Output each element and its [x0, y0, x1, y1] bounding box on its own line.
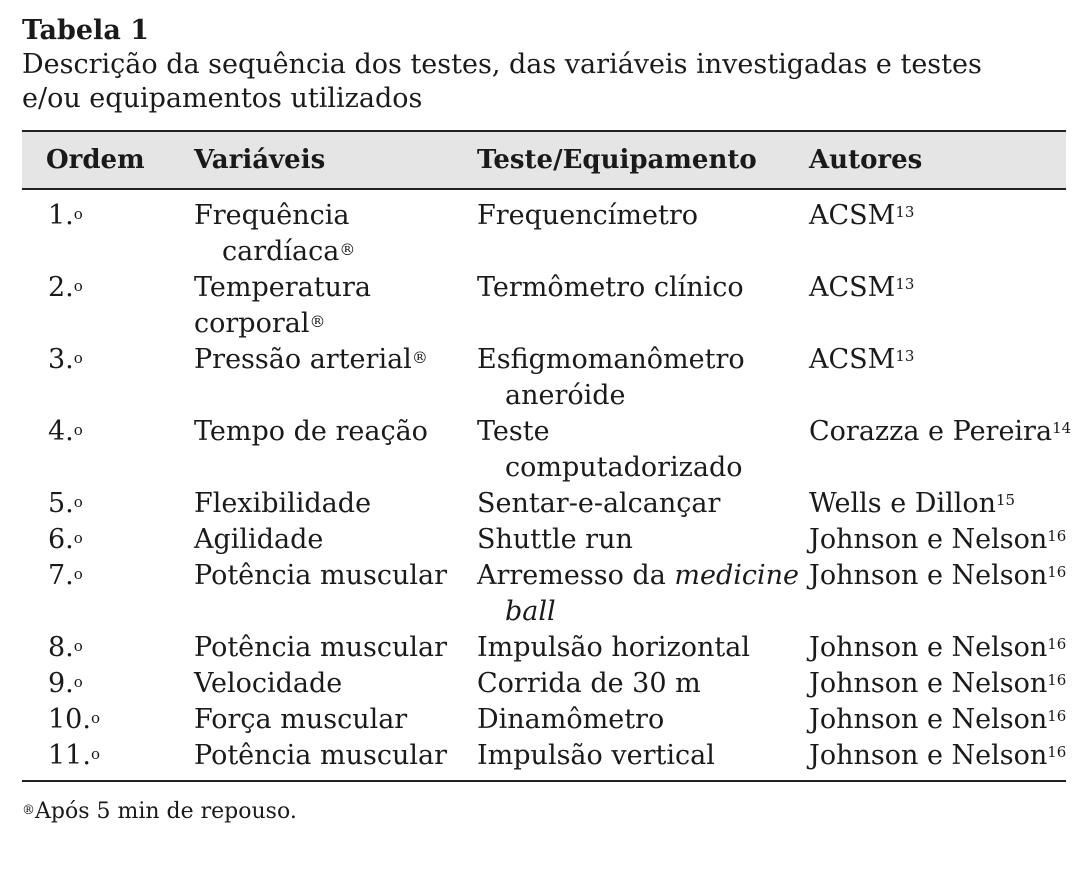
order-cell: [22, 270, 190, 342]
test-cell: Impulsão horizontal: [477, 632, 751, 663]
variable-cell: Força muscular: [194, 704, 408, 735]
author-name: Johnson e Nelson: [809, 524, 1048, 555]
order-cell: [22, 486, 190, 522]
author-reference: 15: [996, 491, 1016, 509]
registered-mark: ®: [309, 312, 326, 331]
author-name: Johnson e Nelson: [809, 704, 1048, 735]
variable-cell: Flexibilidade: [194, 488, 372, 519]
author-name: Corazza e Pereira: [809, 416, 1053, 447]
order-number: 6.: [48, 524, 74, 555]
order-ordinal: o: [73, 637, 83, 655]
table-caption-label: Tabela 1: [22, 15, 149, 46]
author-reference: 13: [895, 347, 915, 365]
test-line-continued: aneróide: [505, 380, 626, 411]
variable-line: Temperatura: [194, 272, 372, 303]
table-row: [22, 630, 1066, 666]
table-row: [22, 270, 1066, 342]
variable-cell: [190, 270, 473, 342]
author-reference: 16: [1047, 707, 1067, 725]
order-ordinal: o: [73, 349, 83, 367]
header-teste-equipamento: Teste/Equipamento: [477, 145, 757, 175]
order-ordinal: o: [73, 565, 83, 583]
order-cell: [22, 414, 190, 486]
test-cell: Sentar-e-alcançar: [477, 488, 721, 519]
test-cell: Dinamômetro: [477, 704, 665, 735]
author-cell: [805, 189, 1066, 270]
variable-cell: [190, 189, 473, 270]
variable-cell: Agilidade: [194, 524, 324, 555]
table-row: [22, 558, 1066, 630]
author-name: Wells e Dillon: [809, 488, 996, 519]
table-row: [22, 522, 1066, 558]
test-cell: [473, 558, 805, 630]
data-table: [22, 130, 1072, 782]
order-cell: [22, 558, 190, 630]
author-cell: [805, 702, 1066, 738]
test-cell: Termômetro clínico: [477, 272, 744, 303]
order-cell: [22, 738, 190, 781]
table-row: [22, 486, 1066, 522]
author-name: Johnson e Nelson: [809, 740, 1048, 771]
author-cell: [805, 738, 1066, 781]
test-line: Esfigmomanômetro: [477, 344, 745, 375]
author-reference: 16: [1047, 671, 1067, 689]
variable-cell: Velocidade: [194, 668, 343, 699]
author-name: ACSM: [809, 344, 896, 375]
order-number: 3.: [48, 344, 74, 375]
order-cell: [22, 666, 190, 702]
order-ordinal: o: [90, 745, 100, 763]
header-variaveis: Variáveis: [194, 145, 326, 175]
author-name: ACSM: [809, 200, 896, 231]
header-row: [22, 131, 1066, 189]
author-cell: [805, 270, 1066, 342]
author-name: Johnson e Nelson: [809, 560, 1048, 591]
order-number: 9.: [48, 668, 74, 699]
order-ordinal: o: [73, 529, 83, 547]
variable-line-continued: cardíaca: [222, 236, 340, 267]
order-cell: [22, 342, 190, 414]
order-number: 2.: [48, 272, 74, 303]
author-reference: 14: [1052, 419, 1072, 437]
order-cell: [22, 702, 190, 738]
order-cell: [22, 189, 190, 270]
author-cell: [805, 558, 1066, 630]
author-name: Johnson e Nelson: [809, 668, 1048, 699]
test-cell: [473, 342, 805, 414]
author-name: Johnson e Nelson: [809, 632, 1048, 663]
test-line: Arremesso da: [477, 560, 675, 591]
author-cell: [805, 522, 1066, 558]
test-line-continued: computadorizado: [505, 452, 743, 483]
author-reference: 13: [895, 203, 915, 221]
table-row: [22, 666, 1066, 702]
order-number: 7.: [48, 560, 74, 591]
variable-line: Pressão arterial: [194, 344, 412, 375]
author-reference: 13: [895, 275, 915, 293]
header-ordem: Ordem: [46, 145, 145, 175]
author-reference: 16: [1047, 527, 1067, 545]
table-row: [22, 702, 1066, 738]
order-ordinal: o: [73, 277, 83, 295]
order-ordinal: o: [90, 709, 100, 727]
variable-line-continued: corporal: [194, 308, 310, 339]
order-ordinal: o: [73, 421, 83, 439]
table-body: [22, 189, 1072, 781]
author-cell: [805, 414, 1072, 486]
footnote-text: Após 5 min de repouso.: [35, 799, 297, 824]
author-cell: [805, 486, 1066, 522]
table-row: [22, 189, 1066, 270]
order-ordinal: o: [73, 493, 83, 511]
order-ordinal: o: [73, 205, 83, 223]
test-line-continued: ball: [505, 596, 556, 627]
order-cell: [22, 630, 190, 666]
table-row: [22, 738, 1066, 781]
variable-cell: [190, 342, 473, 414]
table-row: [22, 414, 1066, 486]
variable-cell: Potência muscular: [194, 740, 447, 771]
registered-mark: ®: [339, 240, 356, 259]
order-cell: [22, 522, 190, 558]
test-cell: [473, 414, 805, 486]
order-number: 4.: [48, 416, 74, 447]
registered-mark: ®: [411, 348, 428, 367]
table-caption-text: Descrição da sequência dos testes, das variáveis investigadas e testes e/ou equipamentos utilizados: [22, 49, 982, 114]
table-figure: [22, 14, 1072, 826]
footnote-mark: ®: [22, 803, 35, 818]
author-reference: 16: [1047, 563, 1067, 581]
author-cell: [805, 630, 1066, 666]
test-cell: Corrida de 30 m: [477, 668, 701, 699]
author-name: ACSM: [809, 272, 896, 303]
order-number: 1.: [48, 200, 74, 231]
author-reference: 16: [1047, 635, 1067, 653]
order-number: 10.: [48, 704, 91, 735]
variable-line: Frequência: [194, 200, 350, 231]
test-line: Teste: [477, 416, 550, 447]
test-cell: Impulsão vertical: [477, 740, 715, 771]
header-autores: Autores: [809, 145, 923, 175]
author-cell: [805, 666, 1066, 702]
variable-cell: Tempo de reação: [194, 416, 428, 447]
variable-cell: Potência muscular: [194, 560, 447, 591]
test-cell: Frequencímetro: [477, 200, 699, 231]
variable-cell: Potência muscular: [194, 632, 447, 663]
test-cell: Shuttle run: [477, 524, 633, 555]
order-number: 8.: [48, 632, 74, 663]
test-line-italic: medicine: [674, 560, 800, 591]
order-number: 5.: [48, 488, 74, 519]
table-footnote: [22, 798, 1066, 826]
order-number: 11.: [48, 740, 91, 771]
author-cell: [805, 342, 1066, 414]
order-ordinal: o: [73, 673, 83, 691]
table-header: [22, 131, 1066, 189]
table-row: [22, 342, 1066, 414]
author-reference: 16: [1047, 743, 1067, 761]
